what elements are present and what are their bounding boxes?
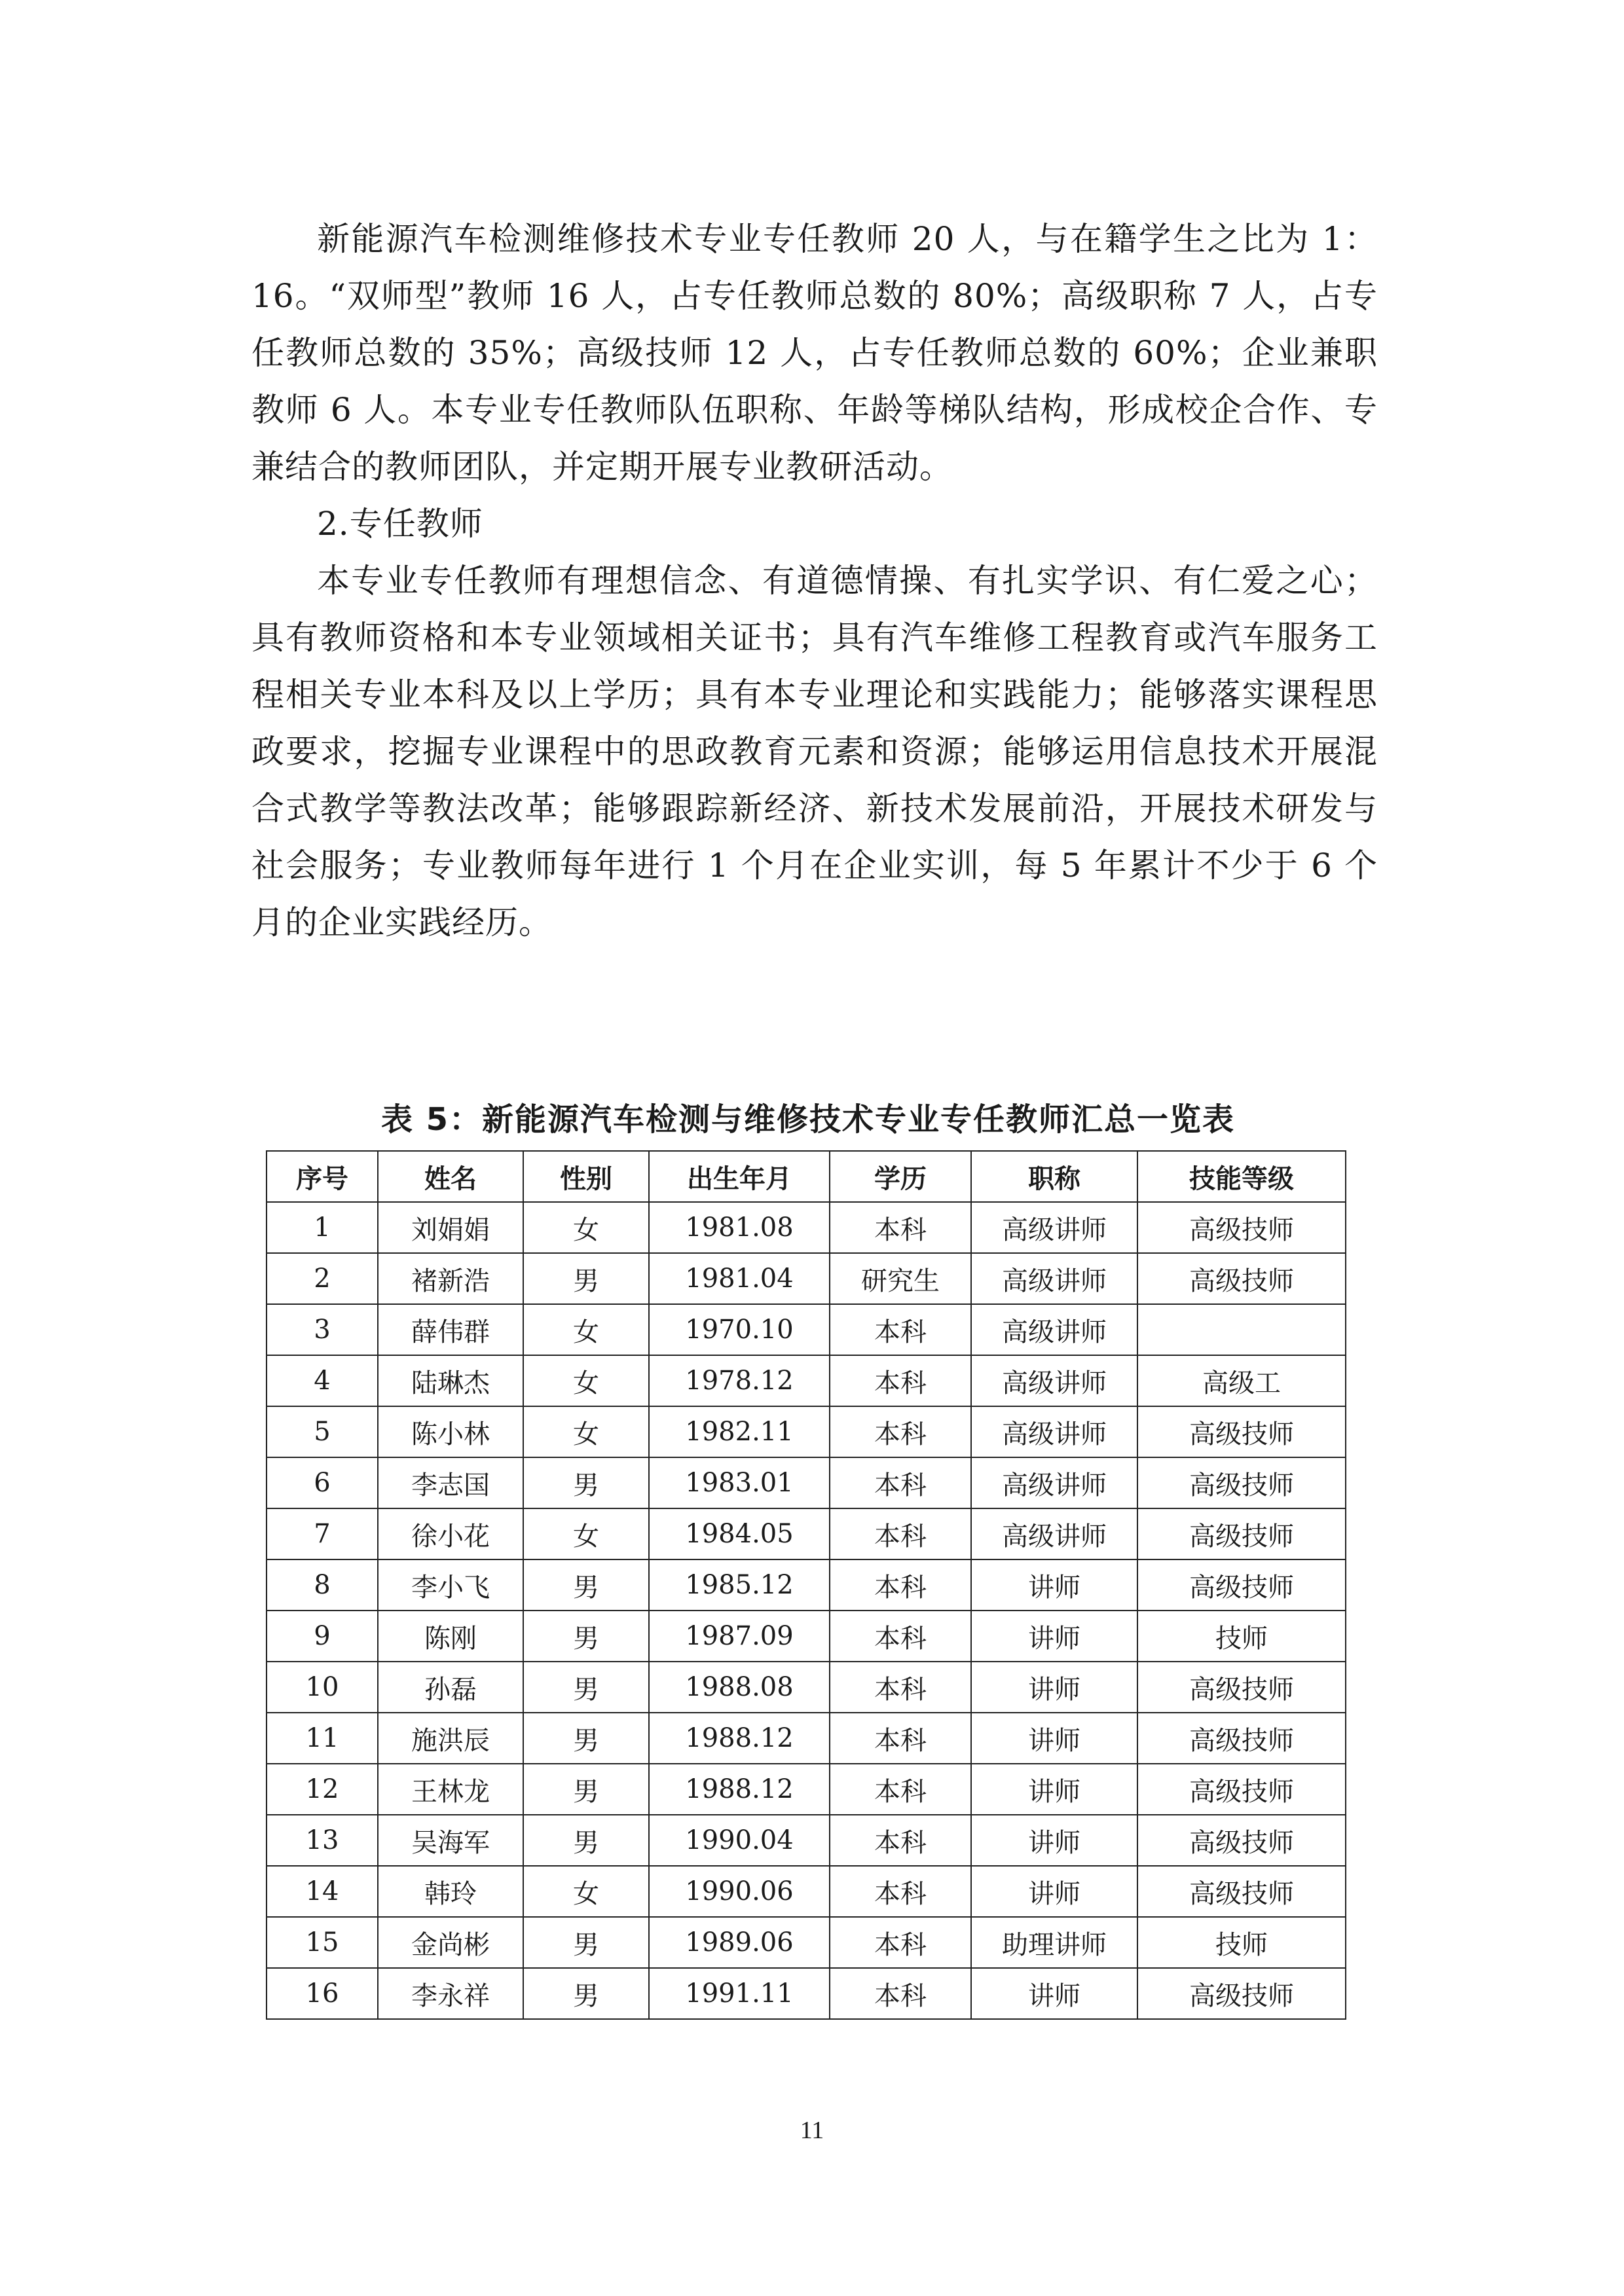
cell-title: 讲师 — [971, 1968, 1137, 2019]
cell-skill-level: 高级技师 — [1137, 1815, 1346, 1866]
cell-name: 薛伟群 — [378, 1304, 523, 1355]
table-row — [267, 1355, 1346, 1406]
cell-birth-date: 1983.01 — [649, 1457, 830, 1508]
cell-name: 陈小林 — [378, 1406, 523, 1457]
cell-title: 高级讲师 — [971, 1355, 1137, 1406]
cell-index: 7 — [267, 1508, 378, 1559]
table-row — [267, 1406, 1346, 1457]
table-row — [267, 1815, 1346, 1866]
cell-skill-level: 高级技师 — [1137, 1406, 1346, 1457]
cell-gender: 男 — [523, 1917, 649, 1968]
cell-index: 16 — [267, 1968, 378, 2019]
table-row — [267, 1202, 1346, 1253]
cell-gender: 男 — [523, 1611, 649, 1662]
cell-gender: 男 — [523, 1764, 649, 1815]
cell-index: 6 — [267, 1457, 378, 1508]
cell-title: 高级讲师 — [971, 1253, 1137, 1304]
cell-index: 10 — [267, 1662, 378, 1713]
cell-education: 本科 — [830, 1508, 971, 1559]
cell-education: 本科 — [830, 1713, 971, 1764]
cell-education: 本科 — [830, 1355, 971, 1406]
cell-birth-date: 1991.11 — [649, 1968, 830, 2019]
cell-education: 本科 — [830, 1611, 971, 1662]
cell-skill-level: 高级技师 — [1137, 1764, 1346, 1815]
cell-index: 5 — [267, 1406, 378, 1457]
cell-name: 李永祥 — [378, 1968, 523, 2019]
cell-title: 讲师 — [971, 1815, 1137, 1866]
cell-name: 王林龙 — [378, 1764, 523, 1815]
cell-birth-date: 1987.09 — [649, 1611, 830, 1662]
table-row — [267, 1662, 1346, 1713]
cell-name: 徐小花 — [378, 1508, 523, 1559]
cell-education: 本科 — [830, 1457, 971, 1508]
cell-index: 11 — [267, 1713, 378, 1764]
cell-skill-level: 高级技师 — [1137, 1713, 1346, 1764]
column-header-education: 学历 — [830, 1151, 971, 1202]
cell-gender: 男 — [523, 1457, 649, 1508]
cell-birth-date: 1981.08 — [649, 1202, 830, 1253]
cell-education: 本科 — [830, 1662, 971, 1713]
cell-name: 李志国 — [378, 1457, 523, 1508]
cell-birth-date: 1990.06 — [649, 1866, 830, 1917]
cell-education: 本科 — [830, 1559, 971, 1611]
cell-name: 褚新浩 — [378, 1253, 523, 1304]
cell-index: 9 — [267, 1611, 378, 1662]
column-header-skill-level: 技能等级 — [1137, 1151, 1346, 1202]
cell-title: 高级讲师 — [971, 1508, 1137, 1559]
column-header-gender: 性别 — [523, 1151, 649, 1202]
cell-title: 讲师 — [971, 1713, 1137, 1764]
cell-name: 刘娟娟 — [378, 1202, 523, 1253]
cell-index: 8 — [267, 1559, 378, 1611]
section-heading-full-time-teachers: 2.专任教师 — [317, 505, 483, 543]
cell-title: 讲师 — [971, 1866, 1137, 1917]
cell-birth-date: 1988.08 — [649, 1662, 830, 1713]
table-row — [267, 1508, 1346, 1559]
cell-title: 高级讲师 — [971, 1406, 1137, 1457]
cell-gender: 男 — [523, 1253, 649, 1304]
table-row — [267, 1764, 1346, 1815]
table-row — [267, 1611, 1346, 1662]
cell-birth-date: 1982.11 — [649, 1406, 830, 1457]
cell-birth-date: 1990.04 — [649, 1815, 830, 1866]
cell-gender: 女 — [523, 1202, 649, 1253]
cell-education: 本科 — [830, 1764, 971, 1815]
table-row — [267, 1917, 1346, 1968]
cell-title: 讲师 — [971, 1662, 1137, 1713]
cell-skill-level: 高级技师 — [1137, 1662, 1346, 1713]
cell-education: 研究生 — [830, 1253, 971, 1304]
cell-name: 陈刚 — [378, 1611, 523, 1662]
cell-birth-date: 1985.12 — [649, 1559, 830, 1611]
cell-name: 施洪辰 — [378, 1713, 523, 1764]
table-row — [267, 1559, 1346, 1611]
cell-education: 本科 — [830, 1304, 971, 1355]
cell-birth-date: 1988.12 — [649, 1764, 830, 1815]
cell-gender: 女 — [523, 1304, 649, 1355]
page-number: 11 — [800, 2117, 824, 2144]
cell-title: 高级讲师 — [971, 1457, 1137, 1508]
table-row — [267, 1457, 1346, 1508]
cell-education: 本科 — [830, 1866, 971, 1917]
table-row — [267, 1304, 1346, 1355]
cell-name: 李小飞 — [378, 1559, 523, 1611]
paragraph-teacher-overview: 新能源汽车检测维修技术专业专任教师 20 人，与在籍学生之比为 1：16。“双师型”教师 16 人，占专任教师总数的 80%；高级职称 7 人，占专任教师总数的 35%；高级技师 12 人，占专任教师总数的 60%；企业兼职教师 6 人。本专业专任教师队伍职称、年龄等梯队结构，形成校企合作、专兼结合的教师团队，并定期开展专业教研活动。 — [251, 220, 1378, 486]
cell-education: 本科 — [830, 1968, 971, 2019]
cell-skill-level: 高级技师 — [1137, 1457, 1346, 1508]
column-header-title: 职称 — [971, 1151, 1137, 1202]
cell-title: 讲师 — [971, 1559, 1137, 1611]
cell-title: 讲师 — [971, 1611, 1137, 1662]
table-header-row — [267, 1151, 1346, 1202]
cell-title: 高级讲师 — [971, 1304, 1137, 1355]
cell-name: 韩玲 — [378, 1866, 523, 1917]
cell-index: 4 — [267, 1355, 378, 1406]
cell-gender: 女 — [523, 1866, 649, 1917]
table-row — [267, 1713, 1346, 1764]
paragraph-teacher-requirements: 本专业专任教师有理想信念、有道德情操、有扎实学识、有仁爱之心；具有教师资格和本专业领域相关证书；具有汽车维修工程教育或汽车服务工程相关专业本科及以上学历；具有本专业理论和实践能力；能够落实课程思政要求，挖掘专业课程中的思政教育元素和资源；能够运用信息技术开展混合式教学等教法改革；能够跟踪新经济、新技术发展前沿，开展技术研发与社会服务；专业教师每年进行 1 个月在企业实训，每 5 年累计不少于 6 个月的企业实践经历。 — [251, 562, 1378, 941]
cell-skill-level: 高级技师 — [1137, 1202, 1346, 1253]
cell-skill-level — [1137, 1304, 1346, 1355]
cell-skill-level: 高级技师 — [1137, 1508, 1346, 1559]
cell-index: 13 — [267, 1815, 378, 1866]
cell-gender: 女 — [523, 1508, 649, 1559]
cell-gender: 男 — [523, 1815, 649, 1866]
cell-education: 本科 — [830, 1917, 971, 1968]
cell-index: 2 — [267, 1253, 378, 1304]
cell-birth-date: 1981.04 — [649, 1253, 830, 1304]
cell-name: 吴海军 — [378, 1815, 523, 1866]
cell-education: 本科 — [830, 1406, 971, 1457]
table-row — [267, 1866, 1346, 1917]
table-caption: 表 5：新能源汽车检测与维修技术专业专任教师汇总一览表 — [380, 1101, 1236, 1138]
cell-skill-level: 高级技师 — [1137, 1968, 1346, 2019]
cell-skill-level: 技师 — [1137, 1611, 1346, 1662]
body-text — [251, 211, 1378, 951]
cell-birth-date: 1989.06 — [649, 1917, 830, 1968]
cell-education: 本科 — [830, 1202, 971, 1253]
column-header-name: 姓名 — [378, 1151, 523, 1202]
cell-index: 15 — [267, 1917, 378, 1968]
cell-gender: 女 — [523, 1406, 649, 1457]
column-header-birth-date: 出生年月 — [649, 1151, 830, 1202]
cell-birth-date: 1988.12 — [649, 1713, 830, 1764]
cell-education: 本科 — [830, 1815, 971, 1866]
cell-skill-level: 高级技师 — [1137, 1559, 1346, 1611]
cell-birth-date: 1978.12 — [649, 1355, 830, 1406]
cell-gender: 男 — [523, 1662, 649, 1713]
cell-birth-date: 1970.10 — [649, 1304, 830, 1355]
cell-skill-level: 高级工 — [1137, 1355, 1346, 1406]
column-header-index: 序号 — [267, 1151, 378, 1202]
cell-index: 3 — [267, 1304, 378, 1355]
cell-index: 12 — [267, 1764, 378, 1815]
cell-skill-level: 高级技师 — [1137, 1253, 1346, 1304]
cell-gender: 男 — [523, 1968, 649, 2019]
cell-title: 助理讲师 — [971, 1917, 1137, 1968]
cell-gender: 男 — [523, 1559, 649, 1611]
cell-skill-level: 高级技师 — [1137, 1866, 1346, 1917]
cell-title: 高级讲师 — [971, 1202, 1137, 1253]
cell-name: 陆琳杰 — [378, 1355, 523, 1406]
cell-gender: 女 — [523, 1355, 649, 1406]
cell-gender: 男 — [523, 1713, 649, 1764]
cell-skill-level: 技师 — [1137, 1917, 1346, 1968]
cell-index: 14 — [267, 1866, 378, 1917]
cell-name: 金尚彬 — [378, 1917, 523, 1968]
teacher-table — [266, 1150, 1346, 2020]
cell-index: 1 — [267, 1202, 378, 1253]
table-row — [267, 1253, 1346, 1304]
cell-title: 讲师 — [971, 1764, 1137, 1815]
table-row — [267, 1968, 1346, 2019]
cell-birth-date: 1984.05 — [649, 1508, 830, 1559]
cell-name: 孙磊 — [378, 1662, 523, 1713]
